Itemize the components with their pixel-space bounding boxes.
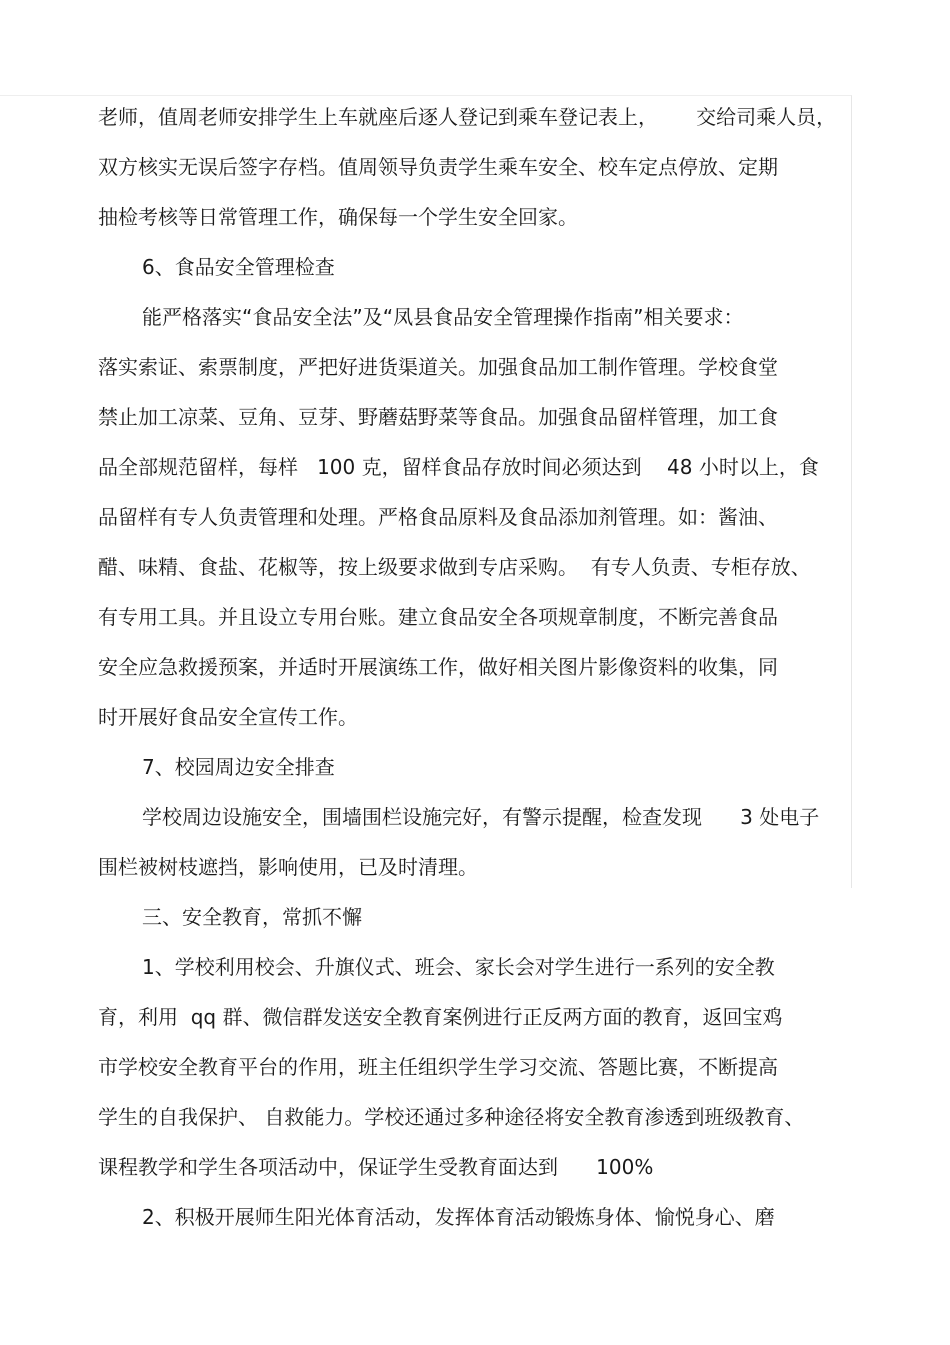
paragraph-line: 安全应急救援预案，并适时开展演练工作，做好相关图片影像资料的收集，同 <box>98 655 778 679</box>
paragraph-line: 品留样有专人负责管理和处理。严格食品原料及食品添加剂管理。如：酱油、 <box>98 505 778 529</box>
paragraph-line: 有专用工具。并且设立专用台账。建立食品安全各项规章制度，不断完善食品 <box>98 605 778 629</box>
paragraph-line: 醋、味精、食盐、花椒等，按上级要求做到专店采购。 有专人负责、专柜存放、 <box>98 555 811 579</box>
paragraph-line: 市学校安全教育平台的作用，班主任组织学生学习交流、答题比赛，不断提高 <box>98 1055 778 1079</box>
paragraph-line: 老师，值周老师安排学生上车就座后逐人登记到乘车登记表上， 交给司乘人员， <box>98 105 837 129</box>
section-heading: 7、校园周边安全排查 <box>142 755 335 779</box>
paragraph-line: 品全部规范留样，每样 100 克，留样食品存放时间必须达到 48 小时以上，食 <box>98 455 819 479</box>
paragraph-line: 学生的自我保护、 自救能力。学校还通过多种途径将安全教育渗透到班级教育、 <box>98 1105 805 1129</box>
paragraph-line: 落实索证、索票制度，严把好进货渠道关。加强食品加工制作管理。学校食堂 <box>98 355 778 379</box>
section-heading: 三、安全教育，常抓不懈 <box>142 905 362 929</box>
paragraph-line: 时开展好食品安全宣传工作。 <box>98 705 358 729</box>
paragraph-line: 禁止加工凉菜、豆角、豆芽、野蘑菇野菜等食品。加强食品留样管理，加工食 <box>98 405 778 429</box>
paragraph-line: 育，利用 qq 群、微信群发送安全教育案例进行正反两方面的教育，返回宝鸡 <box>98 1005 783 1029</box>
paragraph-line: 课程教学和学生各项活动中，保证学生受教育面达到 100% <box>98 1155 654 1179</box>
paragraph-line: 学校周边设施安全，围墙围栏设施完好，有警示提醒，检查发现 3 处电子 <box>142 805 820 829</box>
paragraph-line: 1、学校利用校会、升旗仪式、班会、家长会对学生进行一系列的安全教 <box>142 955 775 979</box>
paragraph-line: 围栏被树枝遮挡，影响使用，已及时清理。 <box>98 855 478 879</box>
paragraph-line: 双方核实无误后签字存档。值周领导负责学生乘车安全、校车定点停放、定期 <box>98 155 778 179</box>
section-heading: 6、食品安全管理检查 <box>142 255 335 279</box>
paragraph-line: 抽检考核等日常管理工作，确保每一个学生安全回家。 <box>98 205 578 229</box>
paragraph-line: 能严格落实“食品安全法”及“凤县食品安全管理操作指南”相关要求： <box>142 305 744 329</box>
paragraph-line: 2、积极开展师生阳光体育活动，发挥体育活动锻炼身体、愉悦身心、磨 <box>142 1205 775 1229</box>
